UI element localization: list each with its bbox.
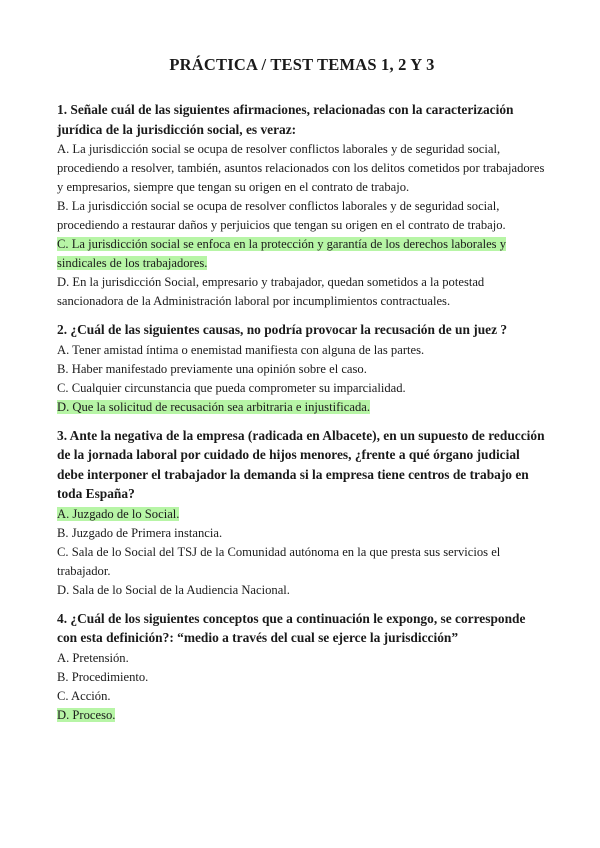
option-label: B. xyxy=(57,199,69,213)
answer-option xyxy=(57,273,547,311)
option-label: D. xyxy=(57,707,70,722)
option-text: Sala de lo Social del TSJ de la Comunidad autónoma en la que presta sus servicios el trabajador. xyxy=(57,544,501,578)
option-text: Pretensión. xyxy=(72,650,129,665)
option-text-wrap xyxy=(57,381,406,395)
option-label: C. xyxy=(57,380,69,395)
question-text: 1. Señale cuál de las siguientes afirmaciones, relacionadas con la caracterización jurídica de la jurisdicción social, es veraz: xyxy=(57,102,514,137)
question-4 xyxy=(57,609,547,725)
option-text: La jurisdicción social se ocupa de resolver conflictos laborales y de seguridad social, procediendo a resolver, también, asuntos relacionados con los delitos cometidos por trabajadores y empresarios, siempre que tengan su origen en el contrato de trabajo. xyxy=(57,142,545,194)
answer-option-correct xyxy=(57,235,547,273)
option-text-wrap xyxy=(57,199,506,232)
option-text: Juzgado de lo Social. xyxy=(72,506,180,521)
option-label: A. xyxy=(57,142,70,156)
option-text: La jurisdicción social se ocupa de resolver conflictos laborales y de seguridad social, procediendo a restaurar daños y perjuicios que tengan su origen en el contrato de trabajo. xyxy=(57,199,506,232)
option-label: C. xyxy=(57,688,69,703)
option-text: Procedimiento. xyxy=(71,669,149,684)
question-text: 2. ¿Cuál de las siguientes causas, no podría provocar la recusación de un juez ? xyxy=(57,322,508,337)
question-text: 4. ¿Cuál de los siguientes conceptos que a continuación le expongo, se corresponde con esta definición?: “medio a través del cual se ejerce la jurisdicción” xyxy=(57,610,526,645)
question-2 xyxy=(57,320,547,417)
option-text-wrap xyxy=(57,362,367,376)
answer-option-correct xyxy=(57,398,547,417)
answer-option xyxy=(57,197,547,235)
option-text-wrap xyxy=(57,708,115,722)
option-text: Juzgado de Primera instancia. xyxy=(71,525,223,540)
answer-option xyxy=(57,581,547,600)
question-1 xyxy=(57,100,547,311)
answer-option xyxy=(57,668,547,687)
question-list xyxy=(57,100,547,725)
option-label: D. xyxy=(57,582,70,597)
option-label: A. xyxy=(57,650,70,665)
option-text: La jurisdicción social se enfoca en la protección y garantía de los derechos laborales y sindicales de los trabajadores. xyxy=(57,237,507,270)
option-text: Tener amistad íntima o enemistad manifiesta con alguna de las partes. xyxy=(72,342,425,357)
option-label: C. xyxy=(57,544,69,559)
answer-option xyxy=(57,360,547,379)
option-label: A. xyxy=(57,342,70,357)
answer-option xyxy=(57,543,547,581)
option-text-wrap xyxy=(57,275,484,308)
option-text-wrap xyxy=(57,545,500,578)
option-text-wrap xyxy=(57,237,506,270)
option-text-wrap xyxy=(57,400,370,414)
answer-option xyxy=(57,687,547,706)
option-label: B. xyxy=(57,669,69,684)
answer-option xyxy=(57,140,547,197)
answer-option-correct xyxy=(57,706,547,725)
option-text: Cualquier circunstancia que pueda comprometer su imparcialidad. xyxy=(71,380,406,395)
answer-option xyxy=(57,379,547,398)
option-label: C. xyxy=(57,237,69,251)
option-text-wrap xyxy=(57,651,129,665)
option-text-wrap xyxy=(57,670,148,684)
option-text-wrap xyxy=(57,689,111,703)
option-text: Que la solicitud de recusación sea arbitraria e injustificada. xyxy=(72,399,370,414)
option-label: B. xyxy=(57,525,69,540)
option-label: B. xyxy=(57,361,69,376)
option-text-wrap xyxy=(57,526,222,540)
option-text: Acción. xyxy=(71,688,111,703)
option-text-wrap xyxy=(57,583,290,597)
option-text: Proceso. xyxy=(72,707,116,722)
option-text-wrap xyxy=(57,507,179,521)
answer-option xyxy=(57,524,547,543)
option-text-wrap xyxy=(57,343,424,357)
option-label: D. xyxy=(57,399,70,414)
option-text-wrap xyxy=(57,142,544,194)
option-label: A. xyxy=(57,506,70,521)
answer-option xyxy=(57,341,547,360)
option-label: D. xyxy=(57,275,70,289)
document-page xyxy=(57,54,547,734)
answer-option-correct xyxy=(57,505,547,524)
answer-option xyxy=(57,649,547,668)
question-text: 3. Ante la negativa de la empresa (radicada en Albacete), en un supuesto de reducción de la jornada laboral por cuidado de hijos menores, ¿frente a qué órgano judicial debe interponer el trabajador la demanda si la empresa tiene centros de trabajo en toda España? xyxy=(57,427,545,501)
page-title: PRÁCTICA / TEST TEMAS 1, 2 Y 3 xyxy=(169,55,435,74)
option-text: En la jurisdicción Social, empresario y trabajador, quedan sometidos a la potestad sancionadora de la Administración laboral por incumplimientos contractuales. xyxy=(57,275,485,308)
option-text: Sala de lo Social de la Audiencia Nacional. xyxy=(72,582,290,597)
question-3 xyxy=(57,426,547,600)
option-text: Haber manifestado previamente una opinión sobre el caso. xyxy=(71,361,367,376)
